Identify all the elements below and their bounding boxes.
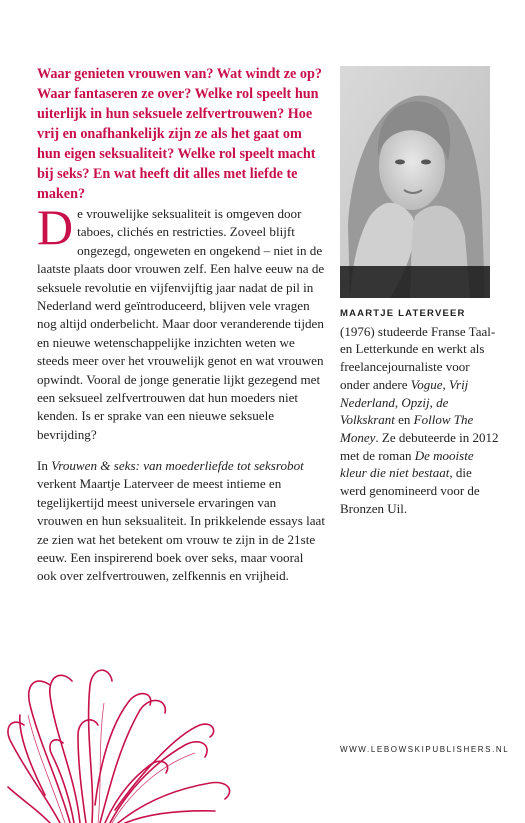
publisher-website[interactable]: WWW.LEBOWSKIPUBLISHERS.NL — [340, 745, 510, 754]
media-follow-the-money: Follow The Money — [340, 412, 474, 445]
book-title: Vrouwen & seks: van moederliefde tot seksrobot — [51, 458, 304, 473]
media-opzij: Opzij — [401, 394, 430, 410]
media-vrij-nederland: Vrij Nederland — [340, 376, 469, 410]
paragraph-1-text: e vrouwelijke seksualiteit is omgeven door taboes, clichés en restricties. Zoveel blijft ongezegd, ongeweten en ongekend – niet in de laatste plaats door vrouwen zelf. Een halve eeuw na de seksuele revolutie en vijfenvijftig jaar nadat de pil in Nederland werd geïntroduceerd, blijven vele vragen nog altijd onderbelicht. Maar door veranderende tijden en nieuwe wetenschappelijke inzichten weten we steeds meer over het vrouwelijk genot en wat vrouwen opwindt. Vooral de jonge generatie lijkt gezegend met een seksueel zelfvertrouwen dat hun moeders niet kenden. Is er sprake van een nieuwe seksuele bevrijding? — [37, 206, 325, 442]
bio-comma-1: , — [442, 376, 450, 392]
bio-text-2: . Ze debuteerde in 2012 met de roman — [340, 429, 499, 463]
novel-title: De mooiste kleur die niet bestaat — [340, 447, 474, 481]
bio-text-1: studeerde Franse Taal- en Letterkunde en werkt als freelancejournaliste voor onder andere — [340, 323, 496, 392]
body-paragraph-1 — [37, 199, 325, 444]
media-volkskrant: de Volkskrant — [340, 394, 449, 428]
paragraph-2-text: verkent Maartje Laterveer de meest intieme en tegelijkertijd meest universele ervaringen van vrouwen en hun seksualiteit. In prikkelende essays laat ze zien wat het betekent om vrouw te zijn in de 21ste eeuw. Een inspirerend boek over seks, maar vooral ook over zelfvertrouwen, zelfkennis en vrijheid. — [37, 476, 325, 584]
body-paragraph-2 — [37, 457, 325, 586]
intro-questions: Waar genieten vrouwen van? Wat windt ze op? Waar fantaseren ze over? Welke rol speelt hun uiterlijk in hun seksuele zelfvertrouwen? Hoe vrij en onafhankelijk zijn ze als het gaat om hun eigen seksualiteit? Welke rol speelt macht bij seks? En wat heeft dit alles met liefde te maken? — [37, 66, 322, 202]
bio-comma-3: , — [429, 394, 437, 410]
paragraph-2-pre: In — [37, 458, 52, 473]
author-bio — [340, 303, 500, 517]
media-vogue: Vogue — [410, 376, 443, 392]
author-birth-year: (1976) — [340, 323, 375, 339]
plant-illustration — [0, 615, 320, 823]
drop-cap: D — [37, 199, 74, 255]
bio-comma-2: , — [394, 394, 402, 410]
author-photo — [340, 66, 490, 298]
bio-and: en — [394, 412, 414, 428]
bio-text-3: , die werd genomineerd voor de Bronzen Uil. — [340, 465, 480, 516]
author-name: MAARTJE LATERVEER — [340, 308, 466, 319]
